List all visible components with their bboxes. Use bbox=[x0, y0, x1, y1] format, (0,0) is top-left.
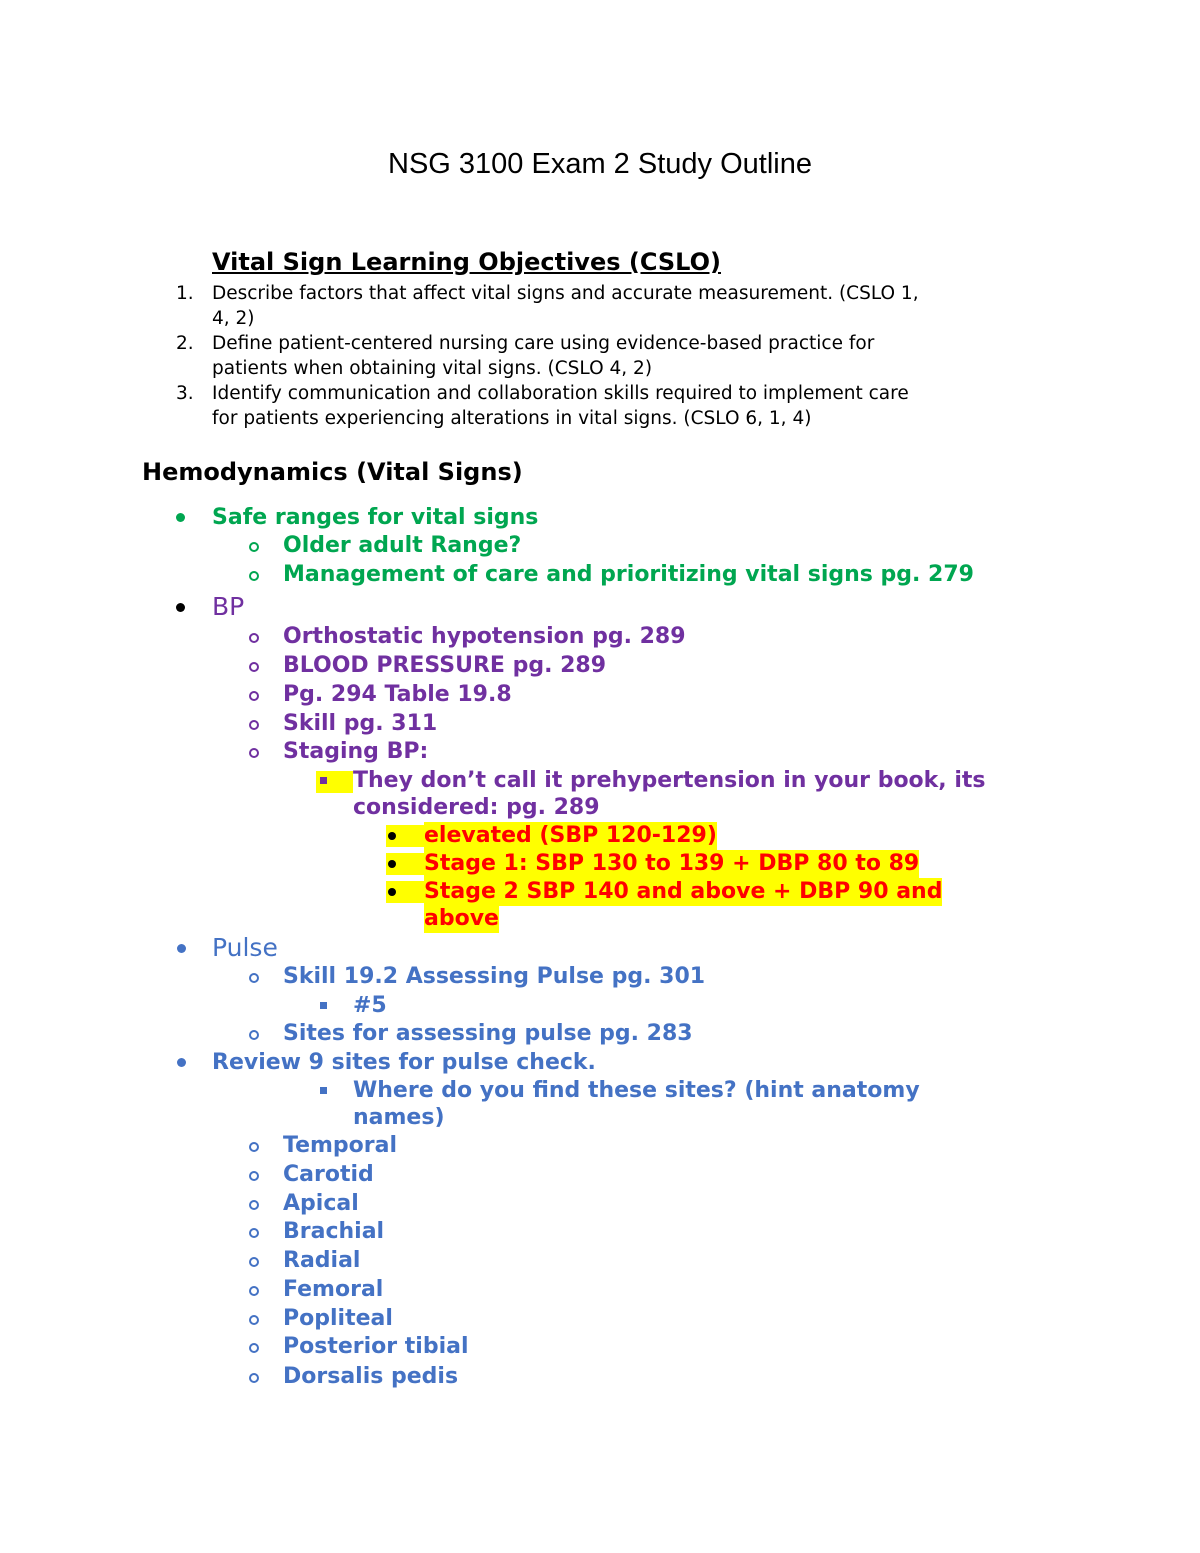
pulse-site-item: Posterior tibial bbox=[283, 1334, 469, 1359]
square-bullet-icon bbox=[320, 1087, 327, 1094]
circle-bullet-icon bbox=[249, 1315, 259, 1325]
bullet-icon bbox=[177, 944, 186, 953]
circle-bullet-icon bbox=[249, 1257, 259, 1267]
circle-bullet-icon bbox=[249, 633, 259, 643]
list-item-where-cont: names) bbox=[353, 1105, 445, 1130]
circle-bullet-icon bbox=[249, 720, 259, 730]
objective-number: 3. bbox=[176, 383, 194, 404]
pulse-site-item: Popliteal bbox=[283, 1306, 393, 1331]
list-item-orthostatic: Orthostatic hypotension pg. 289 bbox=[283, 624, 686, 649]
list-item-skill: Skill pg. 311 bbox=[283, 711, 438, 736]
circle-bullet-icon bbox=[249, 1200, 259, 1210]
bullet-icon bbox=[176, 603, 185, 612]
hemodynamics-heading: Hemodynamics (Vital Signs) bbox=[142, 458, 523, 486]
objective-text: Describe factors that affect vital signs and accurate measurement. (CSLO 1, bbox=[212, 283, 919, 304]
list-item-pulse: Pulse bbox=[212, 933, 278, 962]
list-item-prehypertension: They don’t call it prehypertension in your book, its bbox=[353, 768, 986, 793]
list-item-skill-pulse: Skill 19.2 Assessing Pulse pg. 301 bbox=[283, 964, 706, 989]
circle-bullet-icon bbox=[249, 1228, 259, 1238]
objective-text: 4, 2) bbox=[212, 308, 255, 329]
square-bullet-icon bbox=[320, 1002, 327, 1009]
bullet-icon bbox=[177, 1058, 186, 1067]
list-item-staging: Staging BP: bbox=[283, 739, 429, 764]
circle-bullet-icon bbox=[249, 1171, 259, 1181]
circle-bullet-icon bbox=[249, 662, 259, 672]
square-bullet-icon bbox=[320, 777, 327, 784]
list-item-bp: BP bbox=[212, 592, 245, 621]
list-item-table: Pg. 294 Table 19.8 bbox=[283, 682, 512, 707]
circle-bullet-icon bbox=[249, 1373, 259, 1383]
list-item-sites: Sites for assessing pulse pg. 283 bbox=[283, 1021, 693, 1046]
pulse-site-item: Brachial bbox=[283, 1219, 385, 1244]
circle-bullet-icon bbox=[249, 542, 259, 552]
pulse-site-item: Radial bbox=[283, 1248, 361, 1273]
list-item-older-adult: Older adult Range? bbox=[283, 533, 522, 558]
list-item-stage2-cont: above bbox=[424, 906, 499, 931]
list-item-prehypertension-cont: considered: pg. 289 bbox=[353, 795, 600, 820]
bullet-icon bbox=[388, 888, 396, 896]
circle-bullet-icon bbox=[249, 973, 259, 983]
list-item-stage1: Stage 1: SBP 130 to 139 + DBP 80 to 89 bbox=[424, 851, 920, 876]
circle-bullet-icon bbox=[249, 1343, 259, 1353]
list-item-management: Management of care and prioritizing vital signs pg. 279 bbox=[283, 562, 974, 587]
circle-bullet-icon bbox=[249, 748, 259, 758]
pulse-site-item: Apical bbox=[283, 1191, 359, 1216]
pulse-site-item: Femoral bbox=[283, 1277, 384, 1302]
page-title: NSG 3100 Exam 2 Study Outline bbox=[388, 148, 812, 180]
circle-bullet-icon bbox=[249, 1286, 259, 1296]
bullet-icon bbox=[388, 832, 396, 840]
list-item-num5: #5 bbox=[353, 993, 387, 1018]
circle-bullet-icon bbox=[249, 571, 259, 581]
pulse-site-item: Dorsalis pedis bbox=[283, 1364, 459, 1389]
circle-bullet-icon bbox=[249, 1142, 259, 1152]
list-item-elevated: elevated (SBP 120-129) bbox=[424, 823, 717, 848]
bullet-icon bbox=[176, 513, 185, 522]
list-item-review: Review 9 sites for pulse check. bbox=[212, 1050, 596, 1075]
circle-bullet-icon bbox=[249, 1030, 259, 1040]
list-item-safe-ranges: Safe ranges for vital signs bbox=[212, 505, 539, 530]
circle-bullet-icon bbox=[249, 691, 259, 701]
objective-text: for patients experiencing alterations in vital signs. (CSLO 6, 1, 4) bbox=[212, 408, 812, 429]
objectives-heading: Vital Sign Learning Objectives (CSLO) bbox=[212, 248, 721, 276]
list-item-blood-pressure: BLOOD PRESSURE pg. 289 bbox=[283, 653, 607, 678]
pulse-site-item: Temporal bbox=[283, 1133, 398, 1158]
objective-text: patients when obtaining vital signs. (CSLO 4, 2) bbox=[212, 358, 653, 379]
list-item-stage2: Stage 2 SBP 140 and above + DBP 90 and bbox=[424, 879, 943, 904]
bullet-icon bbox=[388, 860, 396, 868]
objective-number: 2. bbox=[176, 333, 194, 354]
list-item-where: Where do you find these sites? (hint anatomy bbox=[353, 1078, 920, 1103]
objective-number: 1. bbox=[176, 283, 194, 304]
pulse-site-item: Carotid bbox=[283, 1162, 374, 1187]
objective-text: Identify communication and collaboration skills required to implement care bbox=[212, 383, 909, 404]
objective-text: Define patient-centered nursing care using evidence-based practice for bbox=[212, 333, 875, 354]
